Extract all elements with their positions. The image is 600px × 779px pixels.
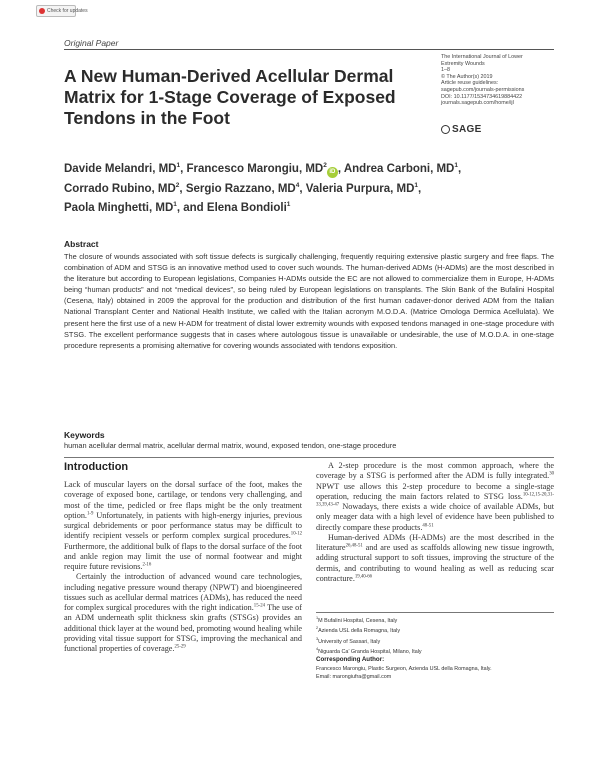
author-name: Elena Bondioli: [206, 201, 287, 214]
author-affiliation: 2: [175, 181, 180, 189]
body-column-left: [64, 480, 302, 654]
reuse-label: Article reuse guidelines:: [441, 80, 499, 87]
author-affiliation: 2: [323, 162, 327, 169]
affiliation-line: $^2$Azienda USL della Romagna, Italy: [316, 626, 401, 635]
sage-mark-icon: [441, 125, 450, 134]
citation-ref[interactable]: 15-24: [253, 603, 265, 609]
journal-info: [441, 54, 571, 107]
orcid-icon[interactable]: iD: [327, 167, 338, 178]
body-paragraph: [64, 480, 302, 572]
body-paragraph: [316, 533, 554, 584]
corresponding-author-email[interactable]: Email: marongiufra@gmail.com: [316, 673, 392, 680]
corresponding-author-details: [316, 666, 556, 681]
permissions-link[interactable]: sagepub.com/journals-permissions: [441, 86, 525, 93]
paragraph-text: A 2-step procedure is the most common approach, where the coverage by a STSG is performed after the ADM is fully integrated.: [316, 461, 554, 481]
author-affiliation: 4: [295, 181, 300, 189]
journal-line: Extremity Wounds: [441, 60, 485, 67]
affiliations: [316, 615, 556, 657]
affiliations-divider: [316, 612, 554, 613]
paragraph-text: Human-derived ADMs (H-ADMs) are the most described in the literature: [316, 532, 554, 552]
citation-ref[interactable]: 2-16: [142, 562, 152, 568]
citation-ref[interactable]: 10-12: [290, 531, 302, 537]
updates-label: Check for updates: [47, 8, 88, 14]
author-name: Corrado Rubino, MD: [64, 182, 176, 195]
affiliation-line: $^3$University of Sassari, Italy: [316, 636, 381, 645]
keywords-list: human acellular dermal matrix, acellular dermal matrix, wound, exposed tendon, one-stage procedure: [64, 441, 397, 450]
introduction-heading: Introduction: [64, 461, 129, 473]
author-affiliation: 1: [173, 200, 177, 208]
author-name: Paola Minghetti, MD: [64, 201, 174, 214]
paper-title: A New Human-Derived Acellular Dermal Matrix for 1-Stage Coverage of Exposed Tendons in the Foot: [64, 66, 396, 128]
copyright: © The Author(s) 2019: [441, 73, 493, 80]
journal-line: The International Journal of Lower: [441, 54, 523, 60]
body-column-right: [316, 461, 554, 584]
keywords-heading: Keywords: [64, 430, 105, 440]
author-affiliation: 1: [454, 162, 458, 169]
publisher-name: SAGE: [452, 124, 482, 135]
paragraph-text: The use of an ADM underneath split thickness skin grafts (STSGs) provides an additional thick layer at the wound bed, promoting wound healing while providing vital tissue support for STSG, improving the mechanical and functional properties of coverage.: [64, 603, 302, 653]
author-affiliation: 1: [176, 162, 181, 169]
body-paragraph: [64, 572, 302, 654]
author-list: Davide Melandri, $MD^1$, Francesco Marongiu, $MD^2iD$ , Andrea Carboni, $MD^1$, Corrado Rubino, $MD^2$, Sergio Razzano, $MD^4$, Valeria Purpura, $MD^1$, Paola Minghetti, $MD^1$, and Elena Bondioli$^1$: [64, 162, 462, 214]
header-divider: [64, 49, 554, 50]
author-name: Valeria Purpura, MD: [305, 182, 415, 195]
citation-ref[interactable]: 19,40-66: [354, 574, 373, 580]
paragraph-text: Certainly the introduction of advanced wound care technologies, including negative pressure wound therapy (NPWT) and bioengineered tissues such as acellular dermal matrices (ADMs), has reduced the need for complex surgical procedures with the right indication.: [64, 572, 302, 612]
doi-link[interactable]: DOI: 10.1177/1534734619884422: [441, 93, 523, 100]
author-name: Andrea Carboni, MD: [343, 162, 455, 175]
author-name: Sergio Razzano, MD: [185, 182, 296, 195]
paragraph-text: NPWT use allows this 2-step procedure to become a single-stage operation, reducing the main factors related to STSG loss.: [316, 481, 554, 501]
affiliation-line: $^1$M Bufalini Hospital, Cesena, Italy: [316, 616, 398, 624]
journal-pages: 1–8: [441, 67, 450, 74]
abstract-heading: Abstract: [64, 239, 99, 249]
citation-ref[interactable]: 26,48-51: [345, 543, 363, 549]
author-name: Davide Melandri, MD: [64, 162, 177, 175]
paragraph-text: Unfortunately, in patients with high-energy injuries, previous surgical debridements or poor performance status may be difficult to identify recipient vessels or perform complex surgical procedures.: [64, 510, 302, 541]
article-type: Original Paper: [64, 38, 119, 48]
sage-logo: [441, 124, 482, 135]
author-name: Francesco Marongiu, MD: [186, 162, 324, 175]
updates-icon: [39, 8, 45, 14]
author-affiliation: 1: [414, 181, 419, 189]
author-affiliation: 1: [286, 200, 291, 208]
paragraph-text: and are used as scaffolds allowing new tissue ingrowth, adding structural support to soft tissues, improving the structure of the dermis, and contributing to wound healing as well as reducing scar contracture.: [316, 543, 554, 583]
citation-ref[interactable]: 48-51: [422, 522, 434, 528]
corresponding-author-heading: Corresponding Author:: [316, 656, 385, 663]
citation-ref[interactable]: 10-12,15-20,31-33,39,43-47: [316, 492, 554, 508]
check-for-updates-badge[interactable]: [36, 5, 88, 17]
abstract-body: The closure of wounds associated with soft tissue defects is surgically challenging, frequently requiring extensive plastic surgery and free flaps. The combination of ADM and STSG is an innovative method used to cover such wounds. The human-derived ADMs (H-ADMs) are the most described in the literature but according to European legislations, Companies H-ADMs outside the EC are not allowed to commercialize them in Europe, H-ADMs being “human products” and not “medical devices”, so being ruled by European legislations on transplants. The Skin Bank of the Bufalini Hospital (Cesena, Italy) obtained in 2009 the approval for the production and distribution of the first human cadaver-donor derived ADM from the Italian National Transplant Center and National Health Institute, we called with the Italian acronym M.O.D.A. (Matrice Omologa Dermica Acellulata). We present here the first use of a new H-ADM for treatment of distal lower extremity wounds with exposed tendons managed in one-stage procedure with STSG. The excellent performance suggests that in cases where autologous tissue is unavailable or undesirable, the use of M.O.D.A. in one-stage procedure represents a promising alternative for covering wounds associated with tendons exposition.: [64, 252, 554, 350]
paragraph-text: Furthermore, the additional bulk of flaps to the dorsal surface of the foot and ankle region may limit the use of normal footwear and might require future revisions.: [64, 541, 302, 571]
affiliation-line: $^4$Niguarda Ca’ Granda Hospital, Milano, Italy: [316, 647, 422, 655]
body-paragraph: [316, 461, 554, 533]
paragraph-text: Lack of muscular layers on the dorsal surface of the foot, makes the coverage of exposed bone, cartilage, or tendons very challenging, and most of the time, pedicled or free flaps might be the only treatment option.: [64, 480, 302, 520]
citation-ref[interactable]: 25-29: [174, 644, 186, 650]
section-divider: [64, 457, 554, 458]
citation-ref[interactable]: 1-9: [86, 511, 94, 517]
paragraph-text: Nowadays, there exists a wide choice of available ADMs, but only meager data with a high level of evidence have been published to directly compare these products.: [316, 502, 554, 532]
corresponding-author-line: Francesco Marongiu, Plastic Surgeon, Azienda USL della Romagna, Italy.: [316, 666, 492, 672]
journal-home-link[interactable]: journals.sagepub.com/home/ijl: [441, 100, 514, 107]
citation-ref[interactable]: 30: [549, 471, 554, 477]
